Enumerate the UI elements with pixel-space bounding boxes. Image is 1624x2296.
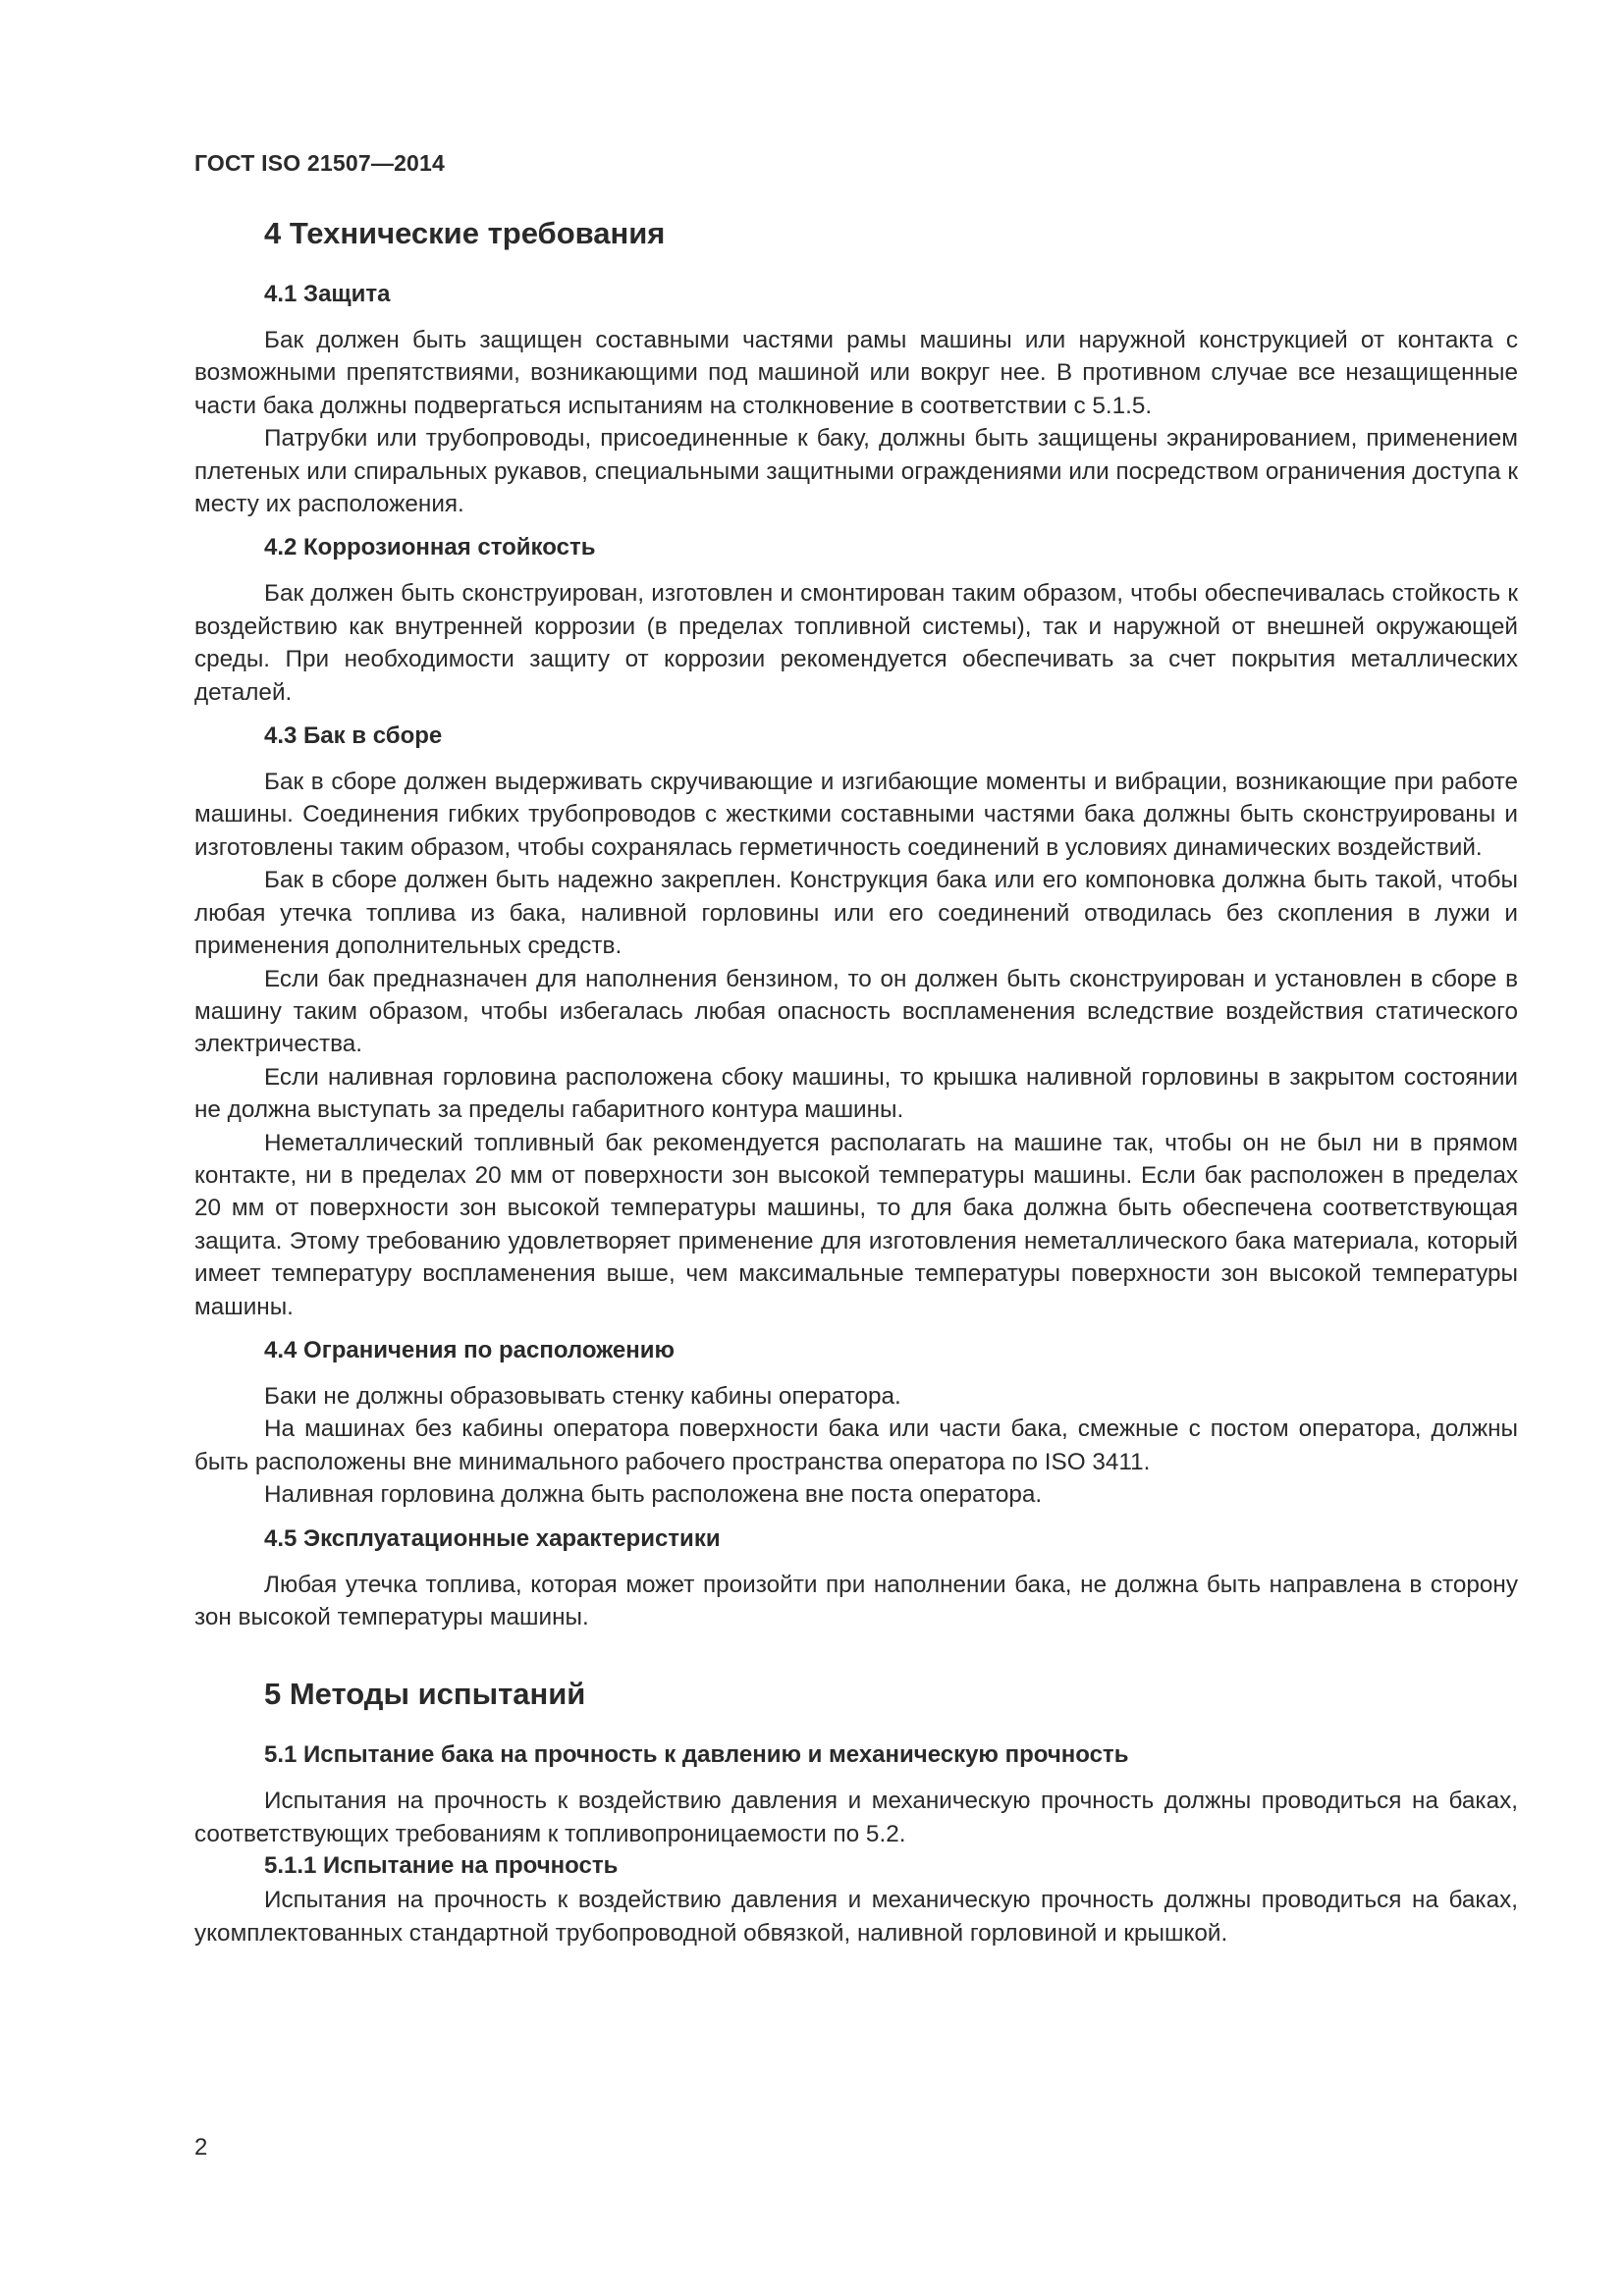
subsection-heading: 4.1 Защита [264, 281, 391, 307]
subsection-heading: 4.3 Бак в сборе [264, 722, 443, 750]
subsection-body [194, 1785, 1518, 1850]
paragraph: Баки не должны образовывать стенку кабины оператора. [264, 1382, 901, 1410]
subsection-body [194, 577, 1518, 709]
paragraph: Неметаллический топливный бак рекомендуется располагать на машине так, чтобы он не был ни в прямом контакте, ни в пределах 20 мм от поверхности зон высокой температуры машины. Если бак расположен в пределах 20 мм от поверхности зон высокой температуры машины, то для бака должна быть обеспечена соответствующая защита. Этому требованию удовлетворяет применение для изготовления неметаллического бака материала, который имеет температуру воспламенения выше, чем максимальные температуры поверхности зон высокой температуры машины. [194, 1129, 1518, 1320]
paragraph: Бак должен быть сконструирован, изготовлен и смонтирован таким образом, чтобы обеспечивалась стойкость к воздействию как внутренней коррозии (в пределах топливной системы), так и наружной от внешней окружающей среды. При необходимости защиту от коррозии рекомендуется обеспечивать за счет покрытия металлических деталей. [194, 580, 1518, 706]
document-body [194, 216, 1518, 1963]
subsection-body [194, 766, 1518, 1323]
subsection-heading: 4.4 Ограничения по расположению [264, 1336, 675, 1363]
page-number: 2 [194, 2134, 208, 2161]
paragraph: Бак в сборе должен быть надежно закреплен. Конструкция бака или его компоновка должна быть такой, чтобы любая утечка топлива из бака, наливной горловины или его соединений отводилась без скопления в лужи и применения дополнительных средств. [194, 867, 1518, 960]
section-heading: 5 Методы испытаний [264, 1677, 586, 1712]
paragraph: Если наливная горловина расположена сбоку машины, то крышка наливной горловины в закрытом состоянии не должна выступать за пределы габаритного контура машины. [194, 1063, 1518, 1124]
subsection-body [194, 324, 1518, 520]
section-heading: 4 Технические требования [264, 216, 666, 250]
paragraph: Бак в сборе должен выдерживать скручивающие и изгибающие моменты и вибрации, возникающие при работе машины. Соединения гибких трубопроводов с жесткими составными частями бака должны быть сконструированы и изготовлены таким образом, чтобы сохранялась герметичность соединений в условиях динамических воздействий. [194, 769, 1518, 861]
subsection-heading: 5.1.1 Испытание на прочность [264, 1852, 619, 1880]
paragraph: Испытания на прочность к воздействию давления и механическую прочность должны проводиться на баках, укомплектованных стандартной трубопроводной обвязкой, наливной горловиной и крышкой. [194, 1887, 1518, 1947]
paragraph: Если бак предназначен для наполнения бензином, то он должен быть сконструирован и установлен в сборе в машину таким образом, чтобы избегалась любая опасность воспламенения вследствие воздействия статического электричества. [194, 965, 1518, 1058]
subsection-body [194, 1569, 1518, 1634]
paragraph: Бак должен быть защищен составными частями рамы машины или наружной конструкцией от контакта с возможными препятствиями, возникающими под машиной или вокруг нее. В противном случае все незащищенные части бака должны подвергаться испытаниям на столкновение в соответствии с 5.1.5. [194, 327, 1518, 419]
subsection-heading: 4.5 Эксплуатационные характеристики [264, 1524, 721, 1552]
paragraph: Любая утечка топлива, которая может произойти при наполнении бака, не должна быть направлена в сторону зон высокой температуры машины. [194, 1571, 1518, 1630]
subsection-heading: 4.2 Коррозионная стойкость [264, 534, 596, 561]
subsection-heading: 5.1 Испытание бака на прочность к давлению и механическую прочность [264, 1741, 1129, 1769]
document-header: ГОСТ ISO 21507—2014 [194, 150, 446, 176]
paragraph: Наливная горловина должна быть расположена вне поста оператора. [264, 1481, 1043, 1509]
paragraph: Испытания на прочность к воздействию давления и механическую прочность должны проводиться на баках, соответствующих требованиям к топливопроницаемости по 5.2. [194, 1788, 1518, 1847]
subsection-body [194, 1380, 1518, 1512]
paragraph: Патрубки или трубопроводы, присоединенные к баку, должны быть защищены экранированием, применением плетеных или спиральных рукавов, специальными защитными ограждениями или посредством ограничения доступа к месту их расположения. [194, 425, 1518, 518]
subsection-body [194, 1884, 1518, 1949]
paragraph: На машинах без кабины оператора поверхности бака или части бака, смежные с постом оператора, должны быть расположены вне минимального рабочего пространства оператора по ISO 3411. [194, 1415, 1518, 1475]
